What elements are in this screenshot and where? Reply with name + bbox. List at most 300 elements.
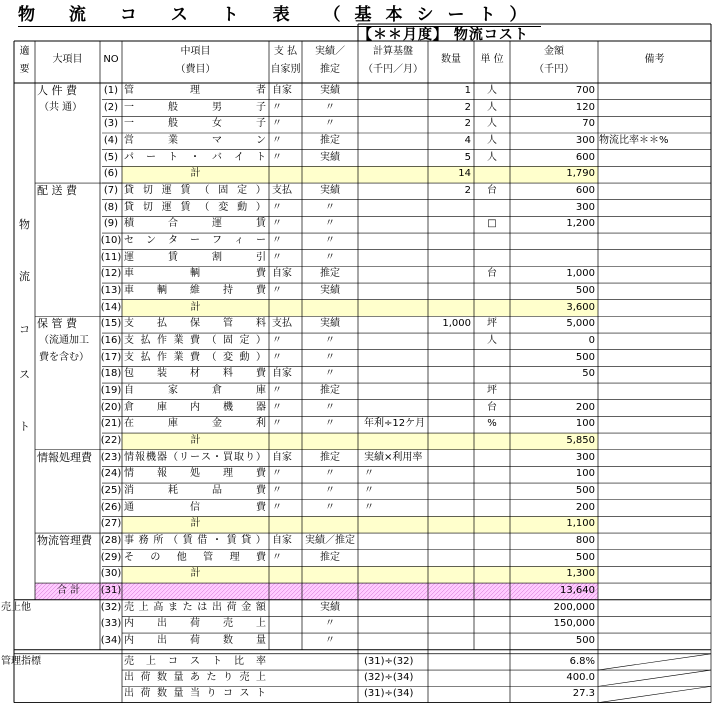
row-amount: 5,850 — [566, 435, 595, 447]
row-amount: 120 — [575, 101, 595, 113]
header-kingaku-sub: （千円） — [534, 64, 574, 75]
kpi-amount: 400.0 — [566, 672, 595, 684]
row-unit — [474, 550, 510, 567]
row-base — [364, 233, 428, 250]
row-amount: 1,790 — [566, 168, 595, 180]
row-base — [364, 333, 428, 350]
row-unit — [474, 366, 510, 383]
row-amount: 50 — [582, 368, 595, 380]
row-pay: 〃 — [272, 135, 282, 146]
row-base — [364, 516, 428, 533]
row-amount — [510, 233, 595, 250]
row-no: (18) — [100, 368, 122, 380]
row-base — [364, 383, 428, 400]
row-type: 〃 — [325, 201, 335, 213]
row-pay — [272, 516, 302, 533]
row-no: (15) — [100, 318, 122, 330]
row-qty — [428, 483, 471, 500]
row-no: (5) — [103, 151, 119, 163]
header-biko: 備考 — [644, 54, 665, 65]
row-base — [364, 183, 428, 200]
grand-total-label: 合 計 — [56, 585, 81, 597]
row-unit — [474, 566, 510, 583]
row-no: (22) — [100, 435, 122, 447]
row-pay: 〃 — [272, 418, 282, 430]
row-base — [364, 316, 428, 333]
row-qty — [428, 383, 471, 400]
month-header: 【＊＊月度】 物流コスト — [358, 27, 529, 43]
row-base — [364, 250, 428, 267]
row-pay: 自家 — [272, 451, 292, 463]
row-note — [599, 383, 711, 400]
row-base — [364, 216, 428, 233]
row-type: 推定 — [320, 135, 340, 146]
empty-cell-diagonal — [598, 654, 711, 670]
row-amount: 70 — [582, 118, 595, 130]
row-amount: 3,600 — [566, 301, 595, 313]
sales-amount: 500 — [575, 635, 595, 647]
row-no: (12) — [100, 268, 122, 280]
row-no: (27) — [100, 518, 122, 530]
group-name: 人 件 費 — [37, 84, 77, 97]
row-qty: 2 — [464, 118, 471, 130]
row-pay: 〃 — [272, 235, 282, 247]
header-tekiyo: 適 — [19, 46, 30, 57]
row-qty — [428, 266, 471, 283]
header-shiharai-sub: 自家別 — [270, 64, 301, 75]
row-unit: 台 — [487, 401, 497, 413]
row-type: 推定 — [320, 451, 340, 463]
row-base: 〃 — [364, 468, 374, 480]
group-name: 情報処理費 — [37, 450, 92, 464]
row-qty — [428, 400, 471, 417]
row-pay: 〃 — [272, 101, 282, 113]
row-item: そ の 他 管 理 費 — [124, 551, 266, 563]
row-note — [599, 100, 711, 117]
grand-total-amount: 13,640 — [560, 585, 595, 597]
header-no: NO — [103, 54, 119, 65]
row-note — [599, 183, 711, 200]
row-amount: 1,000 — [566, 268, 595, 280]
row-no: (20) — [100, 401, 122, 413]
side-label-char: コ — [19, 323, 30, 336]
row-unit: 人 — [487, 101, 497, 113]
row-base — [364, 133, 428, 150]
row-pay: 〃 — [272, 485, 282, 497]
row-pay: 自家 — [272, 368, 292, 380]
row-amount: 500 — [575, 285, 595, 297]
sales-type: 〃 — [325, 635, 335, 647]
header-tani: 単 位 — [480, 54, 504, 65]
row-base — [364, 100, 428, 117]
group-name: 保 管 費 — [37, 317, 77, 331]
row-unit: 坪 — [487, 385, 497, 397]
row-pay: 〃 — [272, 468, 282, 480]
row-note — [599, 216, 711, 233]
row-note — [599, 83, 711, 100]
kpi-base: (31)÷(34) — [364, 688, 414, 700]
row-base — [364, 350, 428, 367]
row-item: 情 報 機 器 （ リ ー ス ・ 買 取 り ） — [124, 451, 266, 463]
row-note — [599, 550, 711, 567]
group-sub: 費を含む） — [39, 351, 89, 363]
row-type: 実績 — [320, 151, 340, 163]
row-qty: 2 — [464, 185, 471, 197]
row-type: 実績 — [320, 285, 340, 297]
row-amount — [510, 250, 595, 267]
header-kingaku: 金額 — [544, 46, 564, 57]
row-no: (3) — [103, 118, 119, 130]
row-type: 実績／推定 — [305, 535, 355, 547]
row-note — [599, 450, 711, 467]
row-amount: 300 — [575, 135, 595, 146]
subtotal-label: 計 — [190, 435, 201, 447]
subtotal-label: 計 — [190, 301, 201, 313]
row-type: 〃 — [325, 418, 335, 430]
row-note — [599, 400, 711, 417]
row-note — [599, 483, 711, 500]
row-item: 車 輌 維 持 費 — [124, 285, 266, 297]
row-amount: 5,000 — [566, 318, 595, 330]
row-type: 〃 — [325, 368, 335, 380]
sales-item: 内 出 荷 数 量 — [124, 635, 266, 647]
row-amount: 200 — [575, 401, 595, 413]
row-qty — [428, 333, 471, 350]
row-unit — [474, 300, 510, 317]
row-qty — [428, 516, 471, 533]
row-unit — [474, 283, 510, 300]
row-base — [364, 566, 428, 583]
header-kijun: 計算基盤 — [373, 46, 413, 57]
row-pay: 支払 — [272, 185, 292, 197]
row-note — [599, 333, 711, 350]
row-qty: 4 — [464, 135, 471, 146]
row-base — [364, 266, 428, 283]
row-note — [599, 516, 711, 533]
row-unit: 人 — [487, 151, 497, 163]
row-item: 包 装 材 料 費 — [124, 368, 266, 380]
row-amount: 800 — [575, 535, 595, 547]
side-label-char: ト — [19, 420, 30, 433]
row-base — [364, 200, 428, 217]
row-unit — [474, 450, 510, 467]
row-unit: □ — [487, 218, 497, 230]
row-qty — [428, 566, 471, 583]
empty-cell-diagonal — [598, 686, 711, 702]
row-amount: 200 — [575, 501, 595, 513]
row-no: (9) — [103, 218, 119, 230]
row-base — [364, 433, 428, 450]
row-pay — [272, 166, 302, 183]
row-qty: 14 — [458, 168, 471, 180]
row-unit: 人 — [487, 135, 497, 146]
kpi-item: 出 荷 数 量 当 り コ ス ト — [124, 688, 266, 700]
sheet-title: 物 流 コ ス ト 表 （基本シート） — [18, 0, 541, 27]
row-item: 管 理 者 — [124, 85, 266, 96]
row-base — [364, 150, 428, 167]
row-item: 自 家 倉 庫 — [124, 385, 266, 397]
row-amount: 0 — [588, 335, 595, 347]
row-note — [599, 466, 711, 483]
row-type — [302, 166, 358, 183]
row-item: 運 賃 割 引 — [124, 251, 266, 263]
sales-type: 〃 — [325, 618, 335, 630]
row-unit: 坪 — [487, 318, 497, 330]
row-amount: 1,300 — [566, 568, 595, 580]
row-amount: 500 — [575, 551, 595, 563]
row-qty — [428, 466, 471, 483]
row-no: (13) — [100, 285, 122, 297]
row-unit — [474, 516, 510, 533]
row-type: 〃 — [325, 351, 335, 363]
row-amount: 100 — [575, 468, 595, 480]
row-item: 営 業 マ ン — [124, 135, 266, 146]
sales-no: (33) — [100, 618, 122, 630]
row-note — [599, 166, 711, 183]
row-item: セ ン タ ー フ ィ ー — [124, 235, 266, 247]
row-unit: % — [487, 418, 497, 430]
kpi-label: 管理指標 — [1, 655, 41, 667]
row-qty — [428, 416, 471, 433]
row-item: 事 務 所 （ 賃 借 ・ 賃 貸 ） — [124, 535, 266, 547]
kpi-base: (31)÷(32) — [364, 655, 414, 667]
row-item: パ ー ト ・ バ イ ト — [124, 151, 266, 163]
row-qty: 2 — [464, 101, 471, 113]
row-pay: 〃 — [272, 501, 282, 513]
row-pay — [272, 300, 302, 317]
row-note — [599, 433, 711, 450]
row-unit — [474, 433, 510, 450]
row-type — [302, 433, 358, 450]
row-note — [599, 200, 711, 217]
subtotal-label: 計 — [190, 518, 201, 530]
header-chukoumoku-sub: （費目） — [175, 64, 216, 75]
row-base — [364, 83, 428, 100]
header-suryo: 数量 — [441, 54, 461, 65]
header-kijun-sub: （千円／月） — [363, 64, 423, 75]
row-type: 〃 — [325, 118, 335, 130]
group-sub: （共 通） — [39, 101, 83, 113]
row-type: 実績 — [320, 318, 340, 330]
row-base — [364, 116, 428, 133]
row-item: 貸 切 運 賃 （ 変 動 ） — [124, 201, 266, 213]
row-base — [364, 300, 428, 317]
row-unit — [474, 200, 510, 217]
row-note — [599, 316, 711, 333]
row-pay: 〃 — [272, 335, 282, 347]
row-qty: 1,000 — [442, 318, 471, 330]
row-no: (4) — [103, 135, 119, 146]
row-note — [599, 366, 711, 383]
row-note — [599, 283, 711, 300]
row-qty — [428, 350, 471, 367]
sales-item: 売 上 高 ま た は 出 荷 金 額 — [124, 601, 266, 613]
row-amount: 1,200 — [566, 218, 595, 230]
row-amount — [510, 383, 595, 400]
sales-label: 売上他 — [1, 601, 31, 613]
row-pay — [272, 433, 302, 450]
row-type: 実績 — [320, 185, 340, 197]
row-base: 〃 — [364, 485, 374, 497]
row-item: 情 報 処 理 費 — [124, 468, 266, 480]
kpi-item: 売 上 コ ス ト 比 率 — [124, 655, 266, 667]
row-no: (14) — [100, 301, 122, 313]
row-type: 〃 — [325, 218, 335, 230]
row-qty — [428, 550, 471, 567]
row-unit: 台 — [487, 268, 497, 280]
row-no: (19) — [100, 385, 122, 397]
row-no: (21) — [100, 418, 122, 430]
row-unit — [474, 166, 510, 183]
row-qty — [428, 433, 471, 450]
group-name: 物流管理費 — [37, 534, 92, 548]
row-no: (30) — [100, 568, 122, 580]
row-note — [599, 266, 711, 283]
header-chukoumoku: 中項目 — [180, 46, 211, 57]
group-name: 配 送 費 — [37, 184, 77, 198]
row-type: 〃 — [325, 101, 335, 113]
row-type: 〃 — [325, 468, 335, 480]
row-item: 在 庫 金 利 — [124, 418, 266, 430]
row-qty — [428, 300, 471, 317]
row-no: (2) — [103, 101, 119, 113]
row-amount: 500 — [575, 485, 595, 497]
row-note — [599, 116, 711, 133]
row-type: 推定 — [320, 551, 340, 563]
row-unit: 人 — [487, 118, 497, 130]
kpi-base: (32)÷(34) — [364, 672, 414, 684]
row-type: 〃 — [325, 235, 335, 247]
row-no: (24) — [100, 468, 122, 480]
row-unit — [474, 466, 510, 483]
row-note — [599, 150, 711, 167]
row-unit: 台 — [487, 185, 497, 197]
group-sub: （流通加工 — [39, 335, 89, 347]
row-note — [599, 233, 711, 250]
row-pay: 自家 — [272, 535, 292, 547]
row-item: 倉 庫 内 機 器 — [124, 401, 266, 413]
row-base — [364, 400, 428, 417]
row-item: 支 払 保 管 料 — [124, 318, 266, 330]
row-amount: 700 — [575, 85, 595, 96]
row-qty — [428, 250, 471, 267]
row-no: (1) — [103, 85, 119, 96]
row-note — [599, 350, 711, 367]
kpi-amount: 6.8% — [569, 655, 595, 667]
row-unit — [474, 483, 510, 500]
sales-amount: 150,000 — [553, 618, 595, 630]
row-qty: 5 — [464, 151, 471, 163]
row-item: 支 払 作 業 費 （ 変 動 ） — [124, 351, 266, 363]
grand-total-no: (31) — [100, 585, 122, 597]
row-type: 〃 — [325, 335, 335, 347]
row-amount: 1,100 — [566, 518, 595, 530]
header-tekiyo-sub: 要 — [19, 64, 30, 75]
row-unit: 人 — [487, 335, 497, 347]
row-unit — [474, 533, 510, 550]
row-pay: 〃 — [272, 385, 282, 397]
side-label-char: 流 — [19, 270, 30, 283]
row-amount: 600 — [575, 151, 595, 163]
row-no: (6) — [103, 168, 119, 180]
side-label-char: ス — [19, 368, 30, 381]
row-type: 推定 — [320, 268, 340, 280]
row-base — [364, 550, 428, 567]
row-pay — [272, 566, 302, 583]
row-pay: 〃 — [272, 201, 282, 213]
row-note — [599, 300, 711, 317]
row-qty — [428, 366, 471, 383]
row-no: (28) — [100, 535, 122, 547]
row-item: 一 般 女 子 — [124, 118, 266, 130]
row-type: 〃 — [325, 401, 335, 413]
row-base: 実績×利用率 — [364, 451, 423, 463]
row-pay: 自家 — [272, 268, 292, 280]
row-base: 年利÷12ケ月 — [364, 418, 426, 430]
row-no: (7) — [103, 185, 119, 197]
row-note — [599, 416, 711, 433]
row-pay: 〃 — [272, 251, 282, 263]
row-qty — [428, 216, 471, 233]
kpi-item: 出 荷 数 量 あ た り 売 上 — [124, 672, 266, 684]
row-unit — [474, 233, 510, 250]
row-item: 消 耗 品 費 — [124, 485, 266, 497]
row-qty — [428, 533, 471, 550]
row-pay: 自家 — [272, 85, 292, 96]
row-type: 推定 — [320, 385, 340, 397]
row-item: 通 信 費 — [124, 501, 266, 513]
row-pay: 〃 — [272, 151, 282, 163]
row-type: 〃 — [325, 501, 335, 513]
row-no: (17) — [100, 351, 122, 363]
row-item: 貸 切 運 賃 （ 固 定 ） — [124, 185, 266, 197]
header-daikoumoku: 大項目 — [52, 54, 83, 65]
sales-no: (32) — [100, 601, 122, 613]
row-amount: 300 — [575, 201, 595, 213]
row-no: (16) — [100, 335, 122, 347]
row-pay: 〃 — [272, 285, 282, 297]
row-type: 〃 — [325, 485, 335, 497]
row-amount: 600 — [575, 185, 595, 197]
row-type: 〃 — [325, 251, 335, 263]
row-unit — [474, 250, 510, 267]
subtotal-label: 計 — [190, 168, 201, 180]
row-qty — [428, 200, 471, 217]
row-qty: 1 — [464, 85, 471, 96]
row-note — [599, 500, 711, 517]
header-jisseki-sub: 推定 — [320, 64, 340, 75]
row-no: (25) — [100, 485, 122, 497]
side-label-char: 物 — [19, 218, 30, 231]
sales-no: (34) — [100, 635, 122, 647]
row-amount: 300 — [575, 451, 595, 463]
row-no: (29) — [100, 551, 122, 563]
row-pay: 支払 — [272, 318, 292, 330]
kpi-amount: 27.3 — [572, 688, 595, 700]
row-base — [364, 166, 428, 183]
row-note: 物流比率＊＊% — [599, 135, 669, 146]
row-amount: 500 — [575, 351, 595, 363]
row-qty — [428, 450, 471, 467]
row-note — [599, 566, 711, 583]
row-base — [364, 366, 428, 383]
row-amount: 100 — [575, 418, 595, 430]
row-type — [302, 516, 358, 533]
row-no: (10) — [100, 235, 122, 247]
row-qty — [428, 500, 471, 517]
row-type — [302, 300, 358, 317]
row-no: (23) — [100, 451, 122, 463]
